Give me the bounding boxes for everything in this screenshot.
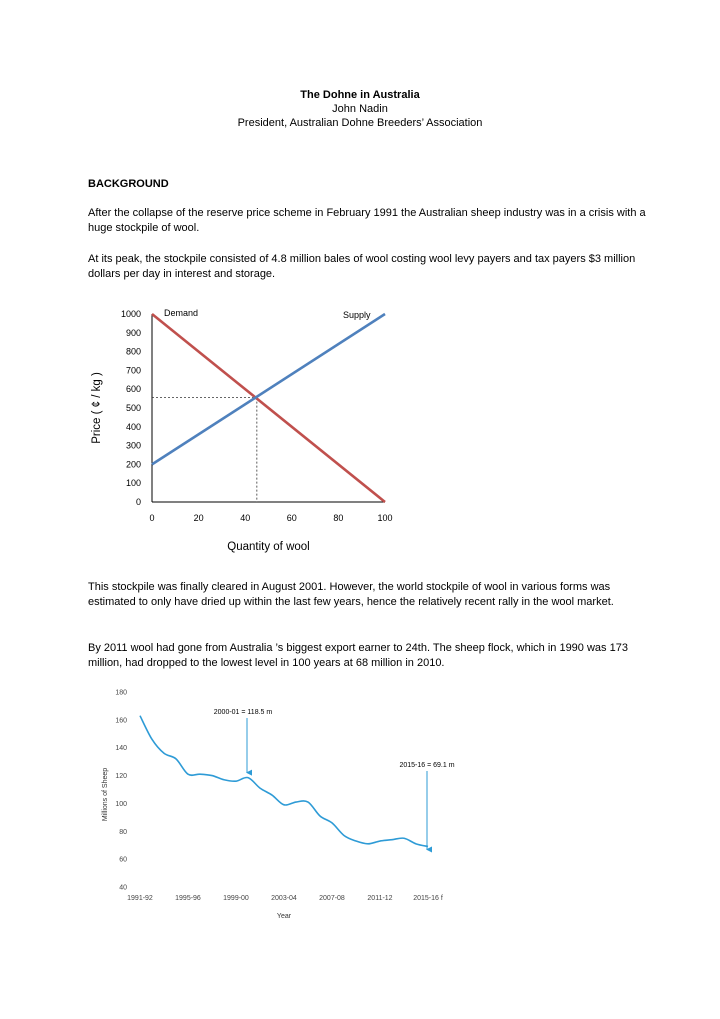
y-tick-label: 100: [125, 478, 141, 489]
author-name: John Nadin: [332, 103, 388, 115]
x-tick-label: 80: [333, 513, 344, 523]
paragraph-2: At its peak, the stockpile consisted of 4.8 million bales of wool costing wool levy payers and tax payers $3 million dollars per day in interest and storage.: [88, 253, 636, 280]
y-tick-label: 700: [125, 365, 141, 376]
x-tick-label: 1991-92: [127, 895, 153, 902]
sheep-numbers-line: [140, 716, 428, 847]
author-affiliation: President, Australian Dohne Breeders’ Association: [237, 117, 483, 129]
x-tick-label: 2015-16 f: [413, 895, 443, 902]
paragraph-3: This stockpile was finally cleared in August 2001. However, the world stockpile of wool in various forms was estimated to only have dried up within the last few years, hence the relatively recent rally in the wool market.: [88, 581, 614, 608]
x-tick-label: 2007-08: [319, 895, 345, 902]
y-tick-label: 400: [125, 421, 141, 432]
x-tick-label: 0: [149, 513, 155, 523]
sheep-numbers-chart: [90, 682, 460, 927]
y-tick-label: 40: [119, 884, 127, 892]
y-axis-title: Price ( ¢ / kg ): [91, 372, 103, 444]
y-tick-label: 200: [125, 459, 141, 470]
y-tick-label: 100: [115, 800, 127, 808]
y-tick-label: 140: [115, 745, 127, 753]
y-tick-label: 0: [135, 497, 141, 507]
x-tick-label: 20: [193, 513, 204, 523]
demand-line: [152, 314, 385, 502]
y-tick-label: 80: [119, 828, 127, 836]
x-tick-label: 60: [286, 513, 297, 523]
supply-line: [152, 314, 385, 464]
demand-label: Demand: [164, 308, 199, 318]
y-tick-label: 500: [125, 403, 141, 413]
supply-label: Supply: [343, 310, 371, 320]
y-tick-label: 800: [125, 346, 141, 357]
y-tick-label: 600: [125, 384, 141, 395]
y-tick-label: 120: [115, 773, 127, 781]
y-tick-label: 60: [119, 856, 127, 864]
section-heading: BACKGROUND: [88, 178, 169, 190]
x-tick-label: 100: [377, 513, 393, 523]
annotation-label: 2000-01 = 118.5 m: [213, 709, 273, 716]
y-tick-label: 300: [125, 440, 141, 451]
paragraph-4: By 2011 wool had gone from Australia ’s biggest export earner to 24th. The sheep flock, which in 1990 was 173 million, had dropped to the lowest level in 100 years at 68 million in 2010.: [88, 642, 628, 669]
supply-demand-chart: [80, 300, 420, 565]
x-tick-label: 40: [240, 513, 251, 523]
document-title: The Dohne in Australia: [300, 89, 420, 101]
x-tick-label: 1999-00: [223, 895, 249, 902]
paragraph-1: After the collapse of the reserve price scheme in February 1991 the Australian sheep industry was in a crisis with a huge stockpile of wool.: [88, 207, 646, 234]
x-axis-title: Quantity of wool: [227, 541, 310, 553]
annotation-label: 2015-16 = 69.1 m: [399, 762, 455, 769]
y-tick-label: 1000: [120, 309, 141, 319]
y-tick-label: 160: [115, 717, 127, 725]
y-tick-label: 180: [115, 689, 127, 697]
y-tick-label: 900: [125, 327, 141, 338]
y-axis-title: Millions of Sheep: [102, 767, 109, 822]
x-tick-label: 1995-96: [175, 895, 201, 902]
x-tick-label: 2011-12: [367, 895, 393, 902]
x-tick-label: 2003-04: [271, 895, 297, 902]
x-axis-title: Year: [276, 913, 292, 920]
